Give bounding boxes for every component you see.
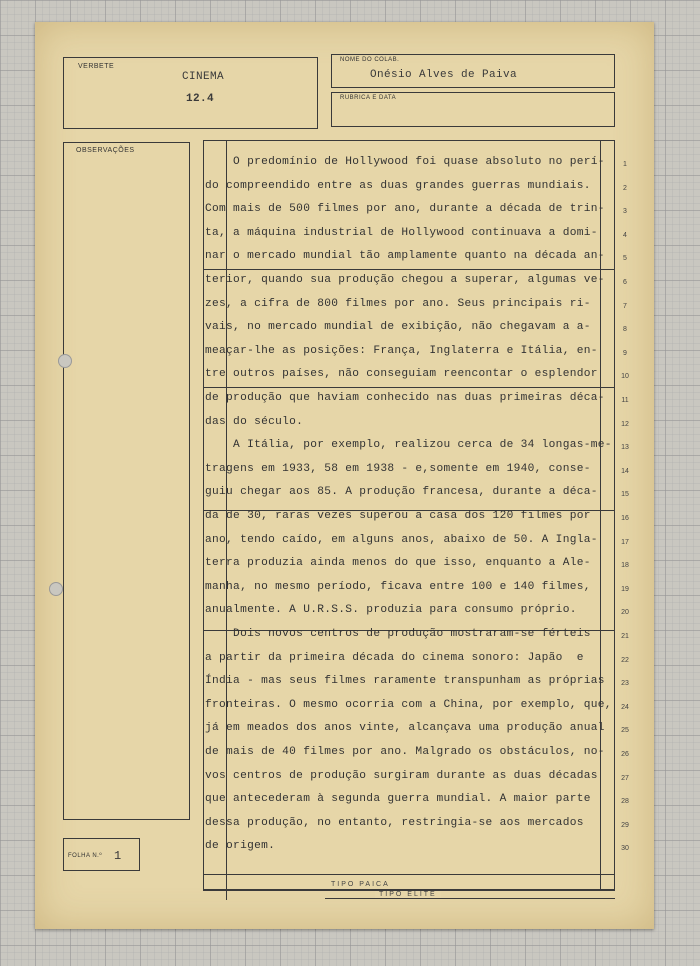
rubrica-label: RUBRICA E DATA <box>340 95 397 101</box>
text-line: Com mais de 500 filmes por ano, durante a década de trin- <box>205 203 605 216</box>
line-number: 20 <box>621 609 629 617</box>
line-number: 27 <box>621 774 629 782</box>
line-number: 21 <box>621 633 629 640</box>
text-line: A Itália, por exemplo, realizou cerca de 34 longas-me- <box>205 439 612 452</box>
folha-label: FOLHA N.º <box>68 853 103 859</box>
line-number: 18 <box>621 562 629 570</box>
line-number: 4 <box>623 231 627 239</box>
text-line: Dois novos centros de produção mostraram-se férteis <box>205 628 591 640</box>
line-number: 28 <box>621 798 629 806</box>
footer-rule-2 <box>325 898 615 899</box>
text-line: zes, a cifra de 800 filmes por ano. Seus principais ri- <box>205 297 591 310</box>
text-line: já em meados dos anos vinte, alcançava uma produção anual <box>205 722 605 735</box>
text-line: Índia - mas seus filmes raramente transpunham as próprias <box>205 675 605 688</box>
text-line: ano, tendo caído, em alguns anos, abaixo de 50. A Ingla- <box>205 533 598 546</box>
text-line: tre outros países, não conseguiam reencontar o esplendor <box>205 368 598 381</box>
colaborador-value: Onésio Alves de Paiva <box>370 69 518 81</box>
line-number: 30 <box>621 845 629 853</box>
rubrica-box <box>331 92 615 127</box>
text-line: ta, a máquina industrial de Hollywood continuava a domi- <box>205 226 598 239</box>
tipo-paica-label: TIPO PAICA <box>327 881 394 888</box>
text-line: meaçar-lhe as posições: França, Inglaterra e Itália, en- <box>205 344 598 357</box>
text-line: vais, no mercado mundial de exibição, não chegavam a a- <box>205 321 591 334</box>
colaborador-label: NOME DO COLAB. <box>340 57 400 63</box>
text-line: de origem. <box>205 840 276 853</box>
line-number: 19 <box>621 585 629 593</box>
line-number: 29 <box>621 821 629 829</box>
line-number: 14 <box>621 467 629 475</box>
text-line: tragens em 1933, 58 em 1938 - e,somente em 1940, conse- <box>205 462 591 475</box>
text-line: terior, quando sua produção chegou a superar, algumas ve- <box>205 274 605 286</box>
line-number: 7 <box>623 302 627 310</box>
line-number: 8 <box>623 326 627 334</box>
line-number: 22 <box>621 656 629 664</box>
line-number: 10 <box>621 373 629 381</box>
line-number: 2 <box>623 184 627 192</box>
line-number: 11 <box>621 397 629 404</box>
verbete-label: VERBETE <box>78 63 115 70</box>
verbete-box <box>63 57 318 129</box>
text-line: de produção que haviam conhecido nas duas primeiras déca- <box>205 392 605 404</box>
line-number: 1 <box>623 161 627 168</box>
text-line: fronteiras. O mesmo ocorria com a China, por exemplo, que, <box>205 698 612 711</box>
line-number: 6 <box>623 279 627 286</box>
line-number: 23 <box>621 680 629 688</box>
text-line: dessa produção, no entanto, restringia-se aos mercados <box>205 816 584 829</box>
text-line: da de 30, raras vezes superou a casa dos 120 filmes por <box>205 510 591 522</box>
text-line: de mais de 40 filmes por ano. Malgrado os obstáculos, no- <box>205 746 605 758</box>
text-line: do compreendido entre as duas grandes guerras mundiais. <box>205 179 591 192</box>
block-rule-1 <box>203 269 615 270</box>
text-line: nar o mercado mundial tão amplamente quanto na década an- <box>205 250 605 263</box>
colaborador-box <box>331 54 615 88</box>
binder-hole-top <box>58 354 72 368</box>
line-number: 12 <box>621 420 629 428</box>
line-number: 25 <box>621 727 629 735</box>
verbete-number: 12.4 <box>186 93 215 105</box>
line-number: 3 <box>623 208 627 216</box>
text-line: manha, no mesmo período, ficava entre 100 e 140 filmes, <box>205 580 591 593</box>
text-line: que antecederam à segunda guerra mundial. A maior parte <box>205 793 591 806</box>
block-rule-2 <box>203 387 615 388</box>
block-rule-5 <box>203 874 615 875</box>
line-number: 15 <box>621 491 629 499</box>
folha-box <box>63 838 140 871</box>
text-line: guiu chegar aos 85. A produção francesa, durante a déca- <box>205 486 598 499</box>
line-number: 26 <box>621 751 629 758</box>
text-line: anualmente. A U.R.S.S. produzia para consumo próprio. <box>205 604 577 617</box>
line-number: 17 <box>621 538 629 546</box>
folha-value: 1 <box>114 849 122 863</box>
text-line: terra produzia ainda menos do que isso, enquanto a Ale- <box>205 557 591 570</box>
observacoes-box <box>63 142 190 820</box>
line-number: 9 <box>623 349 627 357</box>
text-line: vos centros de produção surgiram durante as duas décadas <box>205 769 598 782</box>
binder-hole-bottom <box>49 582 63 596</box>
text-line: das do século. <box>205 415 304 428</box>
text-line: a partir da primeira década do cinema sonoro: Japão e <box>205 651 584 664</box>
line-number: 16 <box>621 515 629 522</box>
text-line: O predomínio de Hollywood foi quase absoluto no perí- <box>205 156 605 168</box>
typewritten-sheet <box>35 22 654 929</box>
verbete-value: CINEMA <box>182 71 225 83</box>
line-number: 5 <box>623 255 627 263</box>
tipo-elite-label: TIPO ELITE <box>375 891 441 898</box>
line-number: 13 <box>621 444 629 452</box>
observacoes-label: OBSERVAÇÕES <box>76 147 135 154</box>
line-number: 24 <box>621 703 629 711</box>
